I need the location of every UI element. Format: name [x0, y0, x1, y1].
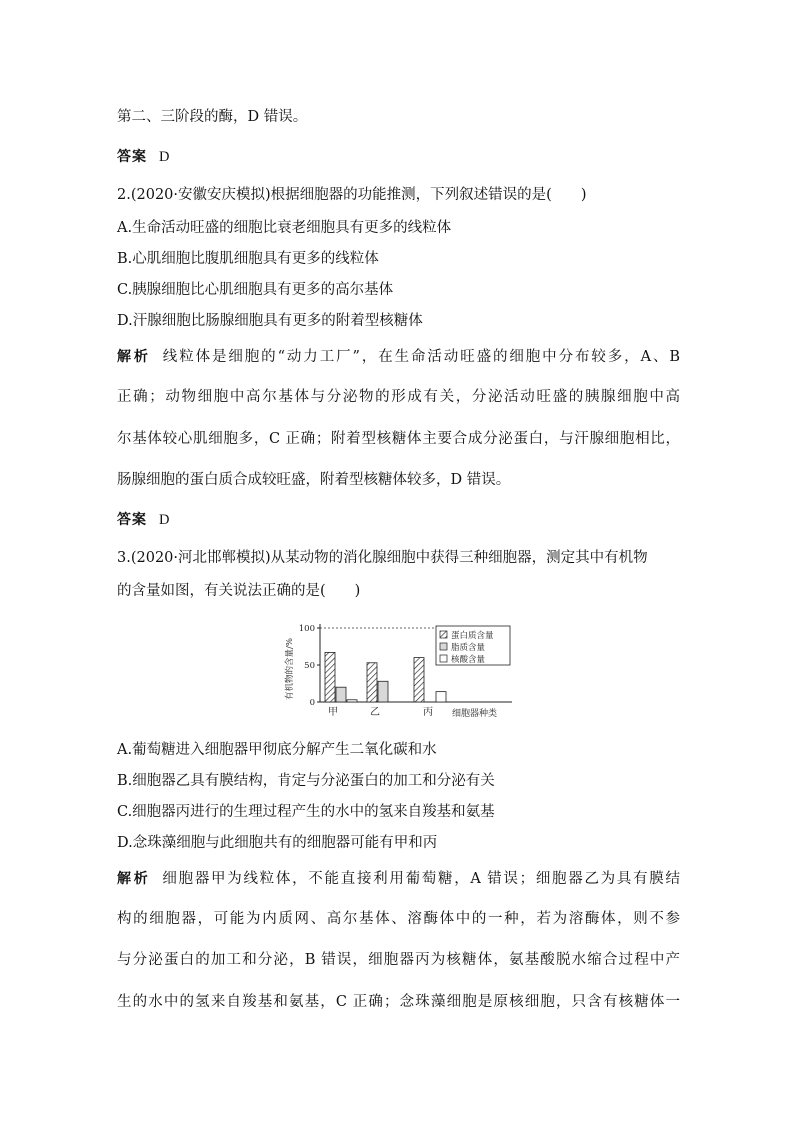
q2-analysis-line-4: 肠腺细胞的蛋白质合成较旺盛，附着型核糖体较多，D 错误。 [117, 472, 511, 488]
legend-swatch [440, 655, 447, 662]
legend-label: 脂质含量 [451, 643, 486, 653]
legend-label: 蛋白质含量 [451, 631, 494, 641]
organelle-content-chart [280, 616, 520, 724]
q3-option-b: B.细胞器乙具有膜结构，肯定与分泌蛋白的加工和分泌有关 [117, 773, 495, 789]
q3-analysis-line-3: 与分泌蛋白的加工和分泌，B 错误，细胞器丙为核糖体，氨基酸脱水缩合过程中产 [117, 952, 680, 968]
legend-swatch [440, 643, 447, 650]
q2-analysis-line-2: 正确；动物细胞中高尔基体与分泌物的形成有关，分泌活动旺盛的胰腺细胞中高 [117, 389, 680, 405]
q2-option-d: D.汗腺细胞比肠腺细胞具有更多的附着型核糖体 [117, 313, 423, 329]
y-axis-label: 有机物的含量/% [285, 638, 295, 700]
answer-label: 答案 [117, 149, 147, 165]
q3-analysis-line-2: 构的细胞器，可能为内质网、高尔基体、溶酶体中的一种，若为溶酶体，则不参 [117, 911, 680, 927]
answer-value: D [159, 512, 170, 528]
question-3-stem-line-2: 的含量如图，有关说法正确的是( ) [117, 583, 361, 599]
bar-丙-核酸含量 [436, 692, 446, 702]
q2-option-a: A.生命活动旺盛的细胞比衰老细胞具有更多的线粒体 [117, 220, 452, 236]
y-tick-label: 0 [309, 698, 315, 708]
bar-丙-蛋白质含量 [414, 658, 424, 702]
q3-analysis-line-1: 解析 细胞器甲为线粒体，不能直接利用葡萄糖，A 错误；细胞器乙为具有膜结 [117, 871, 681, 887]
q2-option-b: B.心肌细胞比腹肌细胞具有更多的线粒体 [117, 251, 379, 267]
legend-label: 核酸含量 [451, 655, 486, 665]
bar-乙-蛋白质含量 [367, 663, 377, 702]
bar-甲-脂质含量 [336, 687, 346, 702]
question-2-stem: 2.(2020·安徽安庆模拟)根据细胞器的功能推测，下列叙述错误的是( ) [117, 187, 587, 203]
y-tick-label: 50 [304, 661, 315, 671]
question-3-stem-line-1: 3.(2020·河北邯郸模拟)从某动物的消化腺细胞中获得三种细胞器，测定其中有机物 [117, 550, 648, 566]
x-category-label: 甲 [328, 707, 338, 718]
y-tick-label: 100 [298, 624, 315, 634]
answer-line-q1 [117, 146, 169, 166]
bar-乙-脂质含量 [378, 681, 388, 702]
bar-甲-蛋白质含量 [325, 652, 335, 702]
q3-option-d: D.念珠藻细胞与此细胞共有的细胞器可能有甲和丙 [117, 835, 438, 851]
answer-line-q2 [117, 509, 169, 529]
answer-label: 答案 [117, 512, 147, 528]
bar-甲-核酸含量 [347, 700, 357, 702]
q2-option-c: C.胰腺细胞比心肌细胞具有更多的高尔基体 [117, 282, 394, 298]
q2-analysis-line-1: 解析 线粒体是细胞的“动力工厂”，在生命活动旺盛的细胞中分布较多，A、B [117, 349, 680, 365]
analysis-label: 解析 [117, 871, 151, 887]
legend-swatch [440, 631, 447, 638]
answer-value: D [159, 149, 170, 165]
q3-option-c: C.细胞器丙进行的生理过程产生的水中的氢来自羧基和氨基 [117, 804, 495, 820]
q3-analysis-line-4: 生的水中的氢来自羧基和氨基，C 正确；念珠藻细胞是原核细胞，只含有核糖体一 [117, 994, 680, 1010]
x-category-label: 乙 [370, 707, 380, 718]
x-axis-label: 细胞器种类 [452, 709, 498, 719]
q3-option-a: A.葡萄糖进入细胞器甲彻底分解产生二氧化碳和水 [117, 742, 437, 758]
analysis-label: 解析 [117, 349, 151, 365]
continued-text: 第二、三阶段的酶，D 错误。 [117, 109, 308, 125]
x-category-label: 丙 [423, 707, 433, 718]
q2-analysis-line-3: 尔基体较心肌细胞多，C 正确；附着型核糖体主要合成分泌蛋白，与汗腺细胞相比， [117, 431, 680, 447]
